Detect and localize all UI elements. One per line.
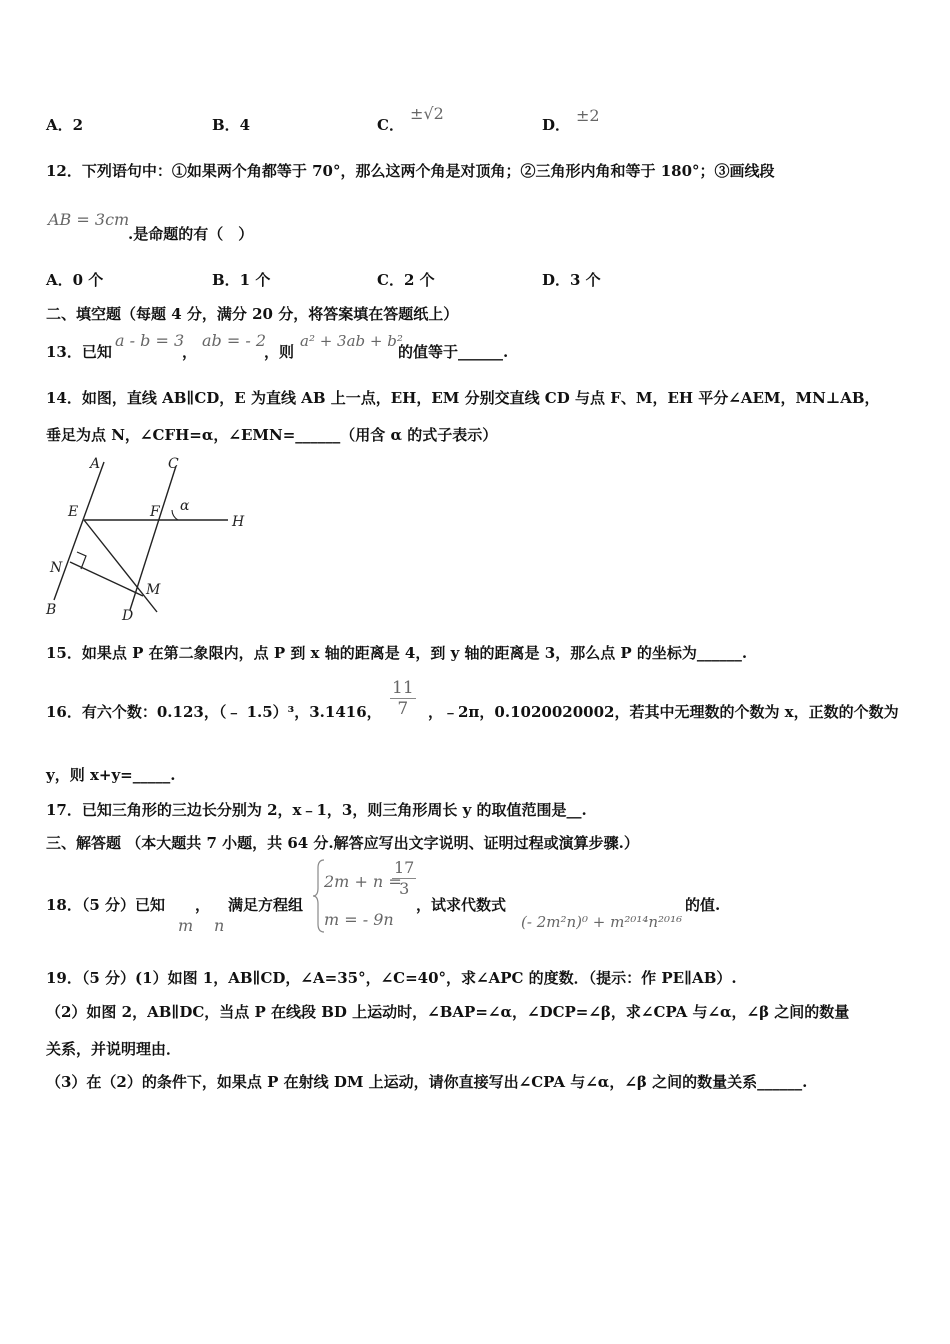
label-h: H [232, 514, 245, 530]
q18-prefix: 18．（5 分）已知 [46, 896, 166, 914]
q11-option-c: C． [377, 116, 404, 134]
label-b: B [46, 602, 57, 618]
q18-eq1-den: 3 [399, 879, 410, 898]
q11-option-d: D． [542, 116, 571, 134]
line-em [84, 520, 157, 612]
q17: 17．已知三角形的三边长分别为 2，x﹣1，3，则三角形周长 y 的取值范围是__. [46, 801, 587, 819]
q11-option-b: B．4 [212, 116, 251, 134]
q13-math2: ab = - 2 [202, 331, 267, 350]
q16-frac-num: 11 [392, 678, 414, 698]
q13-prefix: 13．已知 [46, 343, 112, 361]
label-c: C [168, 456, 179, 472]
q12-option-a: A．0 个 [46, 271, 104, 289]
q12-option-d: D．3 个 [542, 271, 601, 289]
q13-mid: ，则 [264, 343, 295, 361]
label-a: A [90, 456, 101, 472]
q18-after: ，试求代数式 [416, 896, 507, 914]
q19-part3: （3）在（2）的条件下，如果点 P 在射线 DM 上运动，请你直接写出∠CPA 与∠α，∠β 之间的数量关系______. [46, 1073, 808, 1091]
label-f: F [150, 504, 160, 520]
q16-suffix: ，﹣2π，0.1020020002，若其中无理数的个数为 x，正数的个数为 [428, 703, 899, 721]
q18-mid: 满足方程组 [228, 896, 304, 914]
q13-suffix: 的值等于______. [398, 343, 509, 361]
q18-var-n: n [214, 916, 225, 935]
q18-expr: (- 2m²n)⁰ + m²⁰¹⁴n²⁰¹⁶ [521, 913, 683, 931]
section2-title: 二、填空题（每题 4 分，满分 20 分，将答案填在答题纸上） [46, 305, 459, 323]
q16-line2: y，则 x+y=_____. [46, 766, 176, 784]
label-m: M [146, 582, 161, 598]
q18-var-m: m [178, 916, 194, 935]
q11-option-c-math: ±√2 [410, 104, 444, 123]
label-e: E [68, 504, 79, 520]
q19-part1: 19．（5 分）(1）如图 1，AB∥CD，∠A=35°，∠C=40°，求∠APC 的度数．（提示：作 PE∥AB）. [46, 969, 737, 987]
line-nm [70, 562, 143, 596]
section3-title: 三、解答题 （本大题共 7 小题，共 64 分.解答应写出文字说明、证明过程或演算步骤.） [46, 834, 639, 852]
q19-part2-line1: （2）如图 2，AB∥DC，当点 P 在线段 BD 上运动时，∠BAP=∠α，∠DCP=∠β，求∠CPA 与∠α，∠β 之间的数量 [46, 1003, 850, 1021]
q18-eq2: m = - 9n [324, 910, 394, 929]
q14-figure [40, 452, 260, 627]
q18-eq1-num: 17 [394, 858, 415, 877]
q16-fraction [390, 678, 416, 719]
q18-suffix: 的值. [685, 896, 721, 914]
q18-eq1: 2m + n = [324, 872, 402, 891]
q18-comma: ， [195, 896, 211, 914]
q16-prefix: 16．有六个数：0.123，（﹣ 1.5）³，3.1416， [46, 703, 382, 721]
q13-math3: a² + 3ab + b² [300, 332, 403, 350]
q13-math1: a - b = 3 [115, 331, 185, 350]
q12-option-c: C．2 个 [377, 271, 435, 289]
q12-line2: .是命题的有（ ） [128, 225, 254, 243]
label-alpha: α [180, 498, 190, 514]
q12-line1: 12．下列语句中：①如果两个角都等于 70°，那么这两个角是对顶角；②三角形内角和等于 180°；③画线段 [46, 162, 775, 180]
q12-math: AB = 3cm [48, 210, 130, 229]
q11-option-a: A．2 [46, 116, 84, 134]
q11-option-d-math: ±2 [576, 106, 600, 125]
q18-eq1-fraction [392, 858, 416, 899]
q14-line2: 垂足为点 N，∠CFH=α，∠EMN=______（用含 α 的式子表示） [46, 426, 498, 444]
q16-frac-den: 7 [397, 699, 409, 719]
q12-option-b: B．1 个 [212, 271, 271, 289]
label-d: D [122, 608, 134, 624]
q15: 15．如果点 P 在第二象限内，点 P 到 x 轴的距离是 4，到 y 轴的距离是 3，那么点 P 的坐标为______. [46, 644, 748, 662]
q13-sep: ， [182, 343, 198, 361]
alpha-arc [172, 510, 178, 520]
line-ab [54, 462, 104, 600]
q14-line1: 14．如图，直线 AB∥CD，E 为直线 AB 上一点，EH，EM 分别交直线 CD 与点 F、M，EH 平分∠AEM，MN⊥AB， [46, 389, 880, 407]
q19-part2-line2: 关系，并说明理由． [46, 1040, 182, 1058]
label-n: N [50, 560, 63, 576]
